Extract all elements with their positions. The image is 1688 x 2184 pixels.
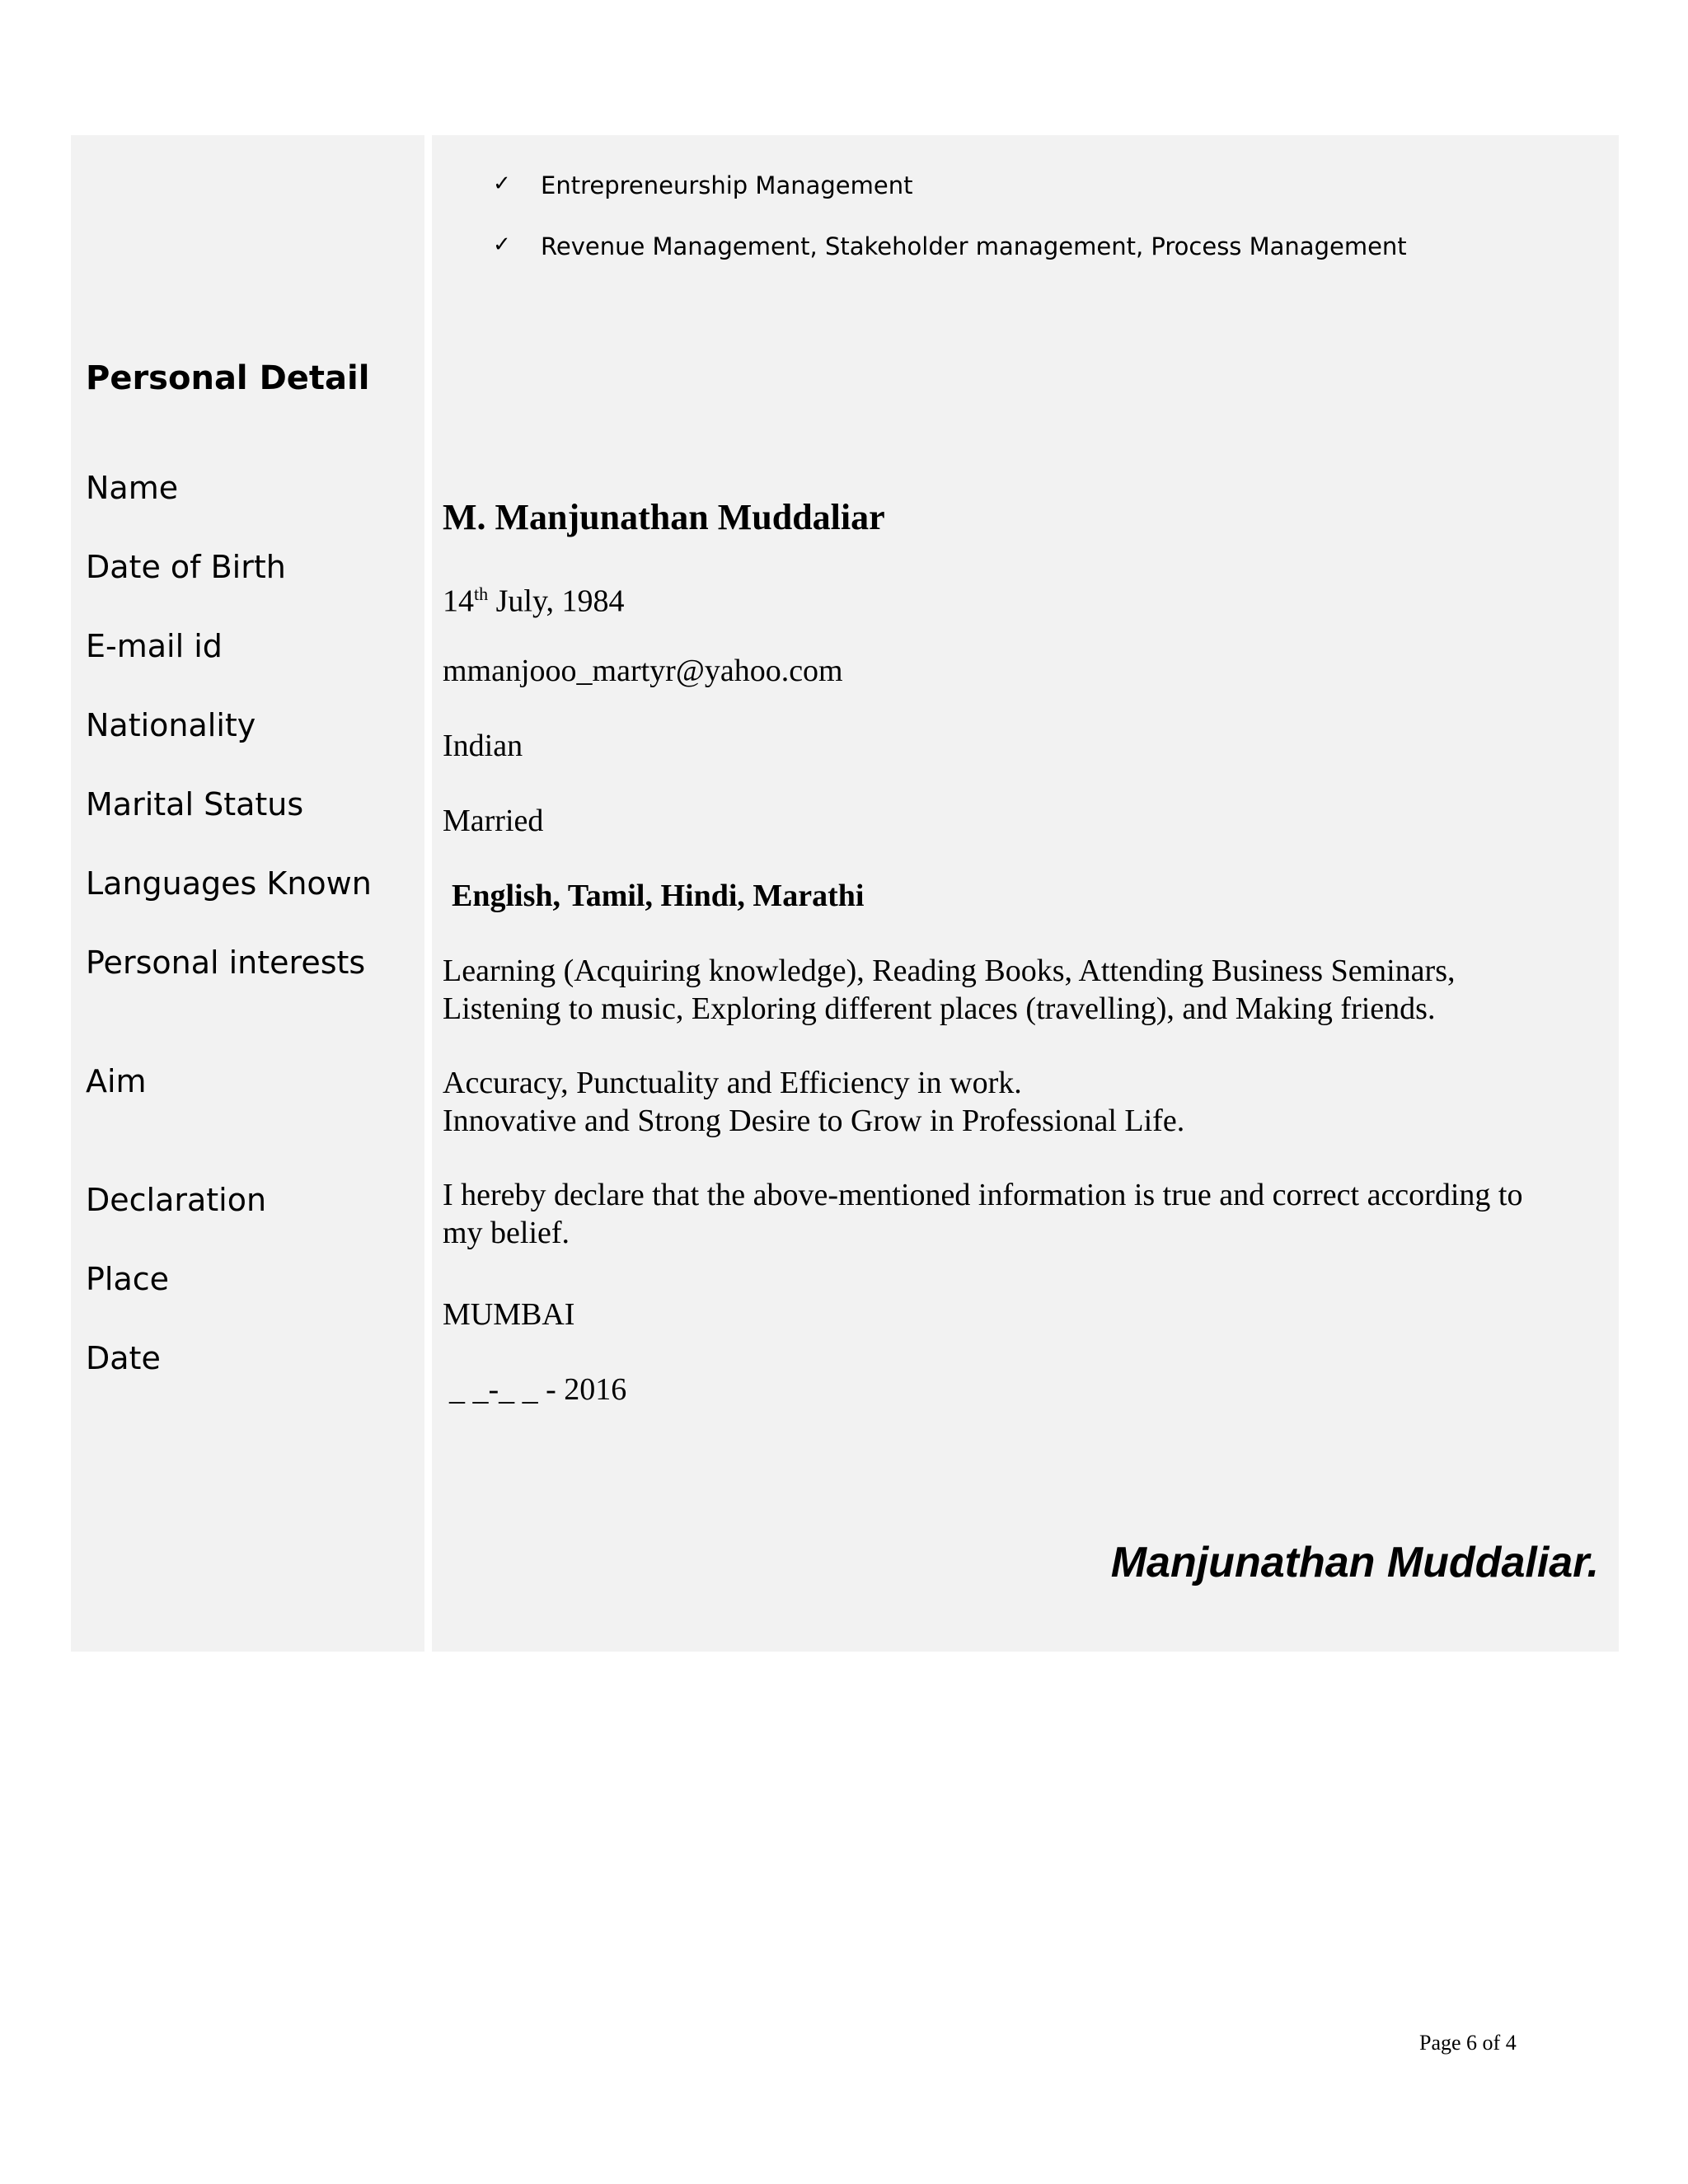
value-declaration: I hereby declare that the above-mentioned information is true and correct according to my belief. <box>443 1178 1523 1250</box>
value-place: MUMBAI <box>443 1297 575 1332</box>
label-marital-status: Marital Status <box>86 786 304 823</box>
skill-item: Revenue Management, Stakeholder management, Process Management <box>541 232 1407 260</box>
value-languages: English, Tamil, Hindi, Marathi <box>452 879 865 913</box>
label-declaration: Declaration <box>86 1182 267 1218</box>
page-number: Page 6 of 4 <box>1419 2031 1517 2055</box>
value-date: _ _-_ _ - 2016 <box>449 1372 627 1407</box>
label-nationality: Nationality <box>86 707 256 743</box>
check-icon: ✓ <box>493 232 511 257</box>
label-dob: Date of Birth <box>86 549 286 585</box>
section-heading: Personal Detail <box>86 359 370 397</box>
label-date: Date <box>86 1340 161 1376</box>
value-interests: Learning (Acquiring knowledge), Reading Books, Attending Business Seminars, Listening to music, Exploring different places (travelling), and Making friends. <box>443 954 1456 1026</box>
skill-item: Entrepreneurship Management <box>541 171 913 199</box>
value-name: M. Manjunathan Muddaliar <box>443 497 885 537</box>
signature: Manjunathan Muddaliar. <box>1110 1539 1599 1586</box>
value-dob: 14th July, 1984 <box>443 583 625 619</box>
label-email: E-mail id <box>86 628 223 664</box>
label-languages: Languages Known <box>86 865 372 902</box>
label-place: Place <box>86 1261 170 1297</box>
value-nationality: Indian <box>443 729 523 763</box>
value-aim: Accuracy, Punctuality and Efficiency in work. Innovative and Strong Desire to Grow in Professional Life. <box>443 1066 1185 1138</box>
check-icon: ✓ <box>493 171 511 196</box>
label-interests: Personal interests <box>86 944 366 981</box>
label-aim: Aim <box>86 1063 147 1099</box>
value-marital-status: Married <box>443 804 544 838</box>
value-email: mmanjooo_martyr@yahoo.com <box>443 654 843 688</box>
label-name: Name <box>86 470 179 506</box>
